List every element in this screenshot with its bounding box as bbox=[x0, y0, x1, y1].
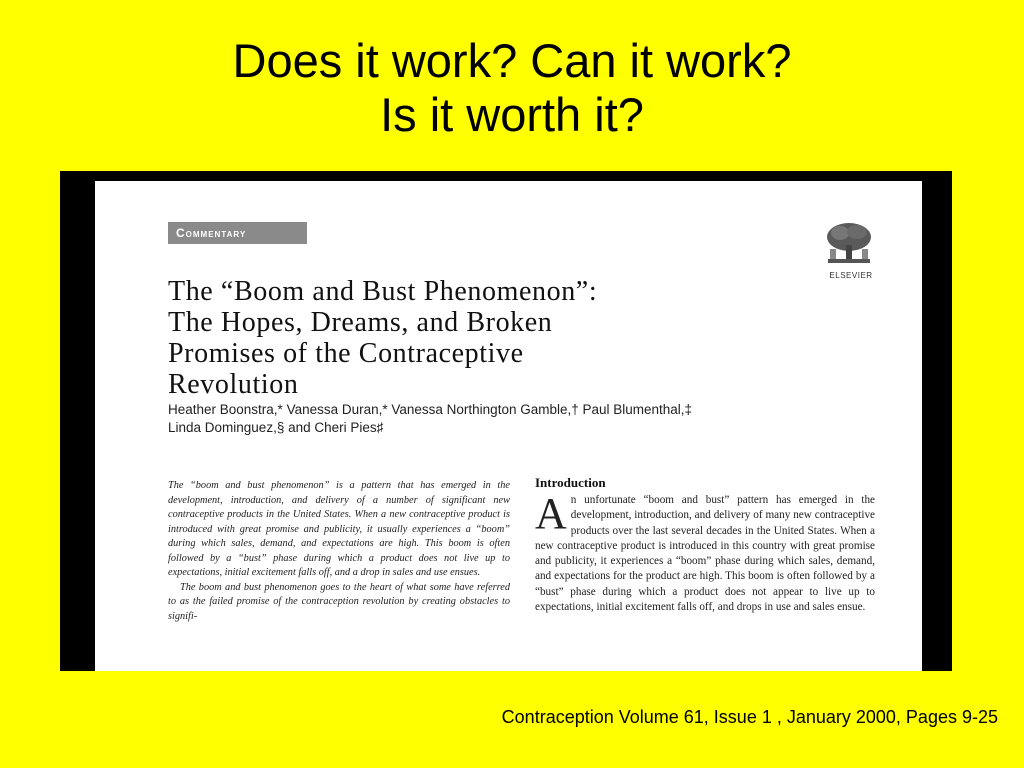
publisher-name: ELSEVIER bbox=[829, 271, 873, 280]
introduction-body bbox=[535, 489, 875, 615]
introduction-heading: Introduction bbox=[535, 475, 606, 490]
article-title-line-4: Revolution bbox=[168, 369, 299, 400]
article-title bbox=[168, 276, 788, 400]
article-title-line-3: Promises of the Contraceptive bbox=[168, 338, 524, 369]
drop-cap: A bbox=[535, 489, 567, 538]
introduction-text: n unfortunate “boom and bust” pattern has emerged in the development, introduction, and delivery of many new contraceptive products over the last several decades in the United States. When a new contraceptive product is introduced in this country with great promise and publicity, it experiences a “boom” phase during which sales, demand, and expectations for the product are high. This boom is often followed by a “bust” phase during which a product does not appear to live up to expectations, initial excitement falls off, and drops in use and sales ensue. bbox=[535, 494, 875, 614]
slide-title bbox=[0, 34, 1024, 142]
article-title-line-2: The Hopes, Dreams, and Broken bbox=[168, 307, 553, 338]
slide-title-line-2: Is it worth it? bbox=[380, 88, 644, 141]
citation: Contraception Volume 61, Issue 1 , January 2000, Pages 9-25 bbox=[501, 707, 998, 727]
author-line-1: Heather Boonstra,* Vanessa Duran,* Vanessa Northington Gamble,† Paul Blumenthal,‡ bbox=[168, 402, 693, 417]
introduction-column bbox=[535, 475, 875, 615]
abstract-paragraph-2: The boom and bust phenomenon goes to the heart of what some have referred to as the failed promise of the contraception revolution by creating obstacles to signifi- bbox=[168, 581, 510, 622]
author-list bbox=[168, 401, 848, 437]
author-line-2: Linda Dominguez,§ and Cheri Pies♯ bbox=[168, 420, 384, 435]
abstract bbox=[168, 479, 510, 624]
article-page bbox=[95, 181, 922, 671]
slide-title-line-1: Does it work? Can it work? bbox=[232, 34, 792, 87]
tree-icon bbox=[822, 221, 876, 265]
article-title-line-1: The “Boom and Bust Phenomenon”: bbox=[168, 276, 598, 307]
elsevier-logo bbox=[822, 221, 880, 281]
section-label-badge: Commentary bbox=[168, 222, 307, 244]
article-screenshot-frame bbox=[60, 171, 952, 671]
abstract-paragraph-1: The “boom and bust phenomenon” is a pattern that has emerged in the development, introduction, and delivery of a number of significant new contraceptive products in the United States. When a new contraceptive product is introduced with great promise and publicity, it usually experiences a “boom” during which sales, demand, and expectations are high. This boom is often followed by a “bust” phase during which a product does not live up to expectations, initial excitement falls off, and a drop in sales and use ensues. bbox=[168, 480, 510, 578]
